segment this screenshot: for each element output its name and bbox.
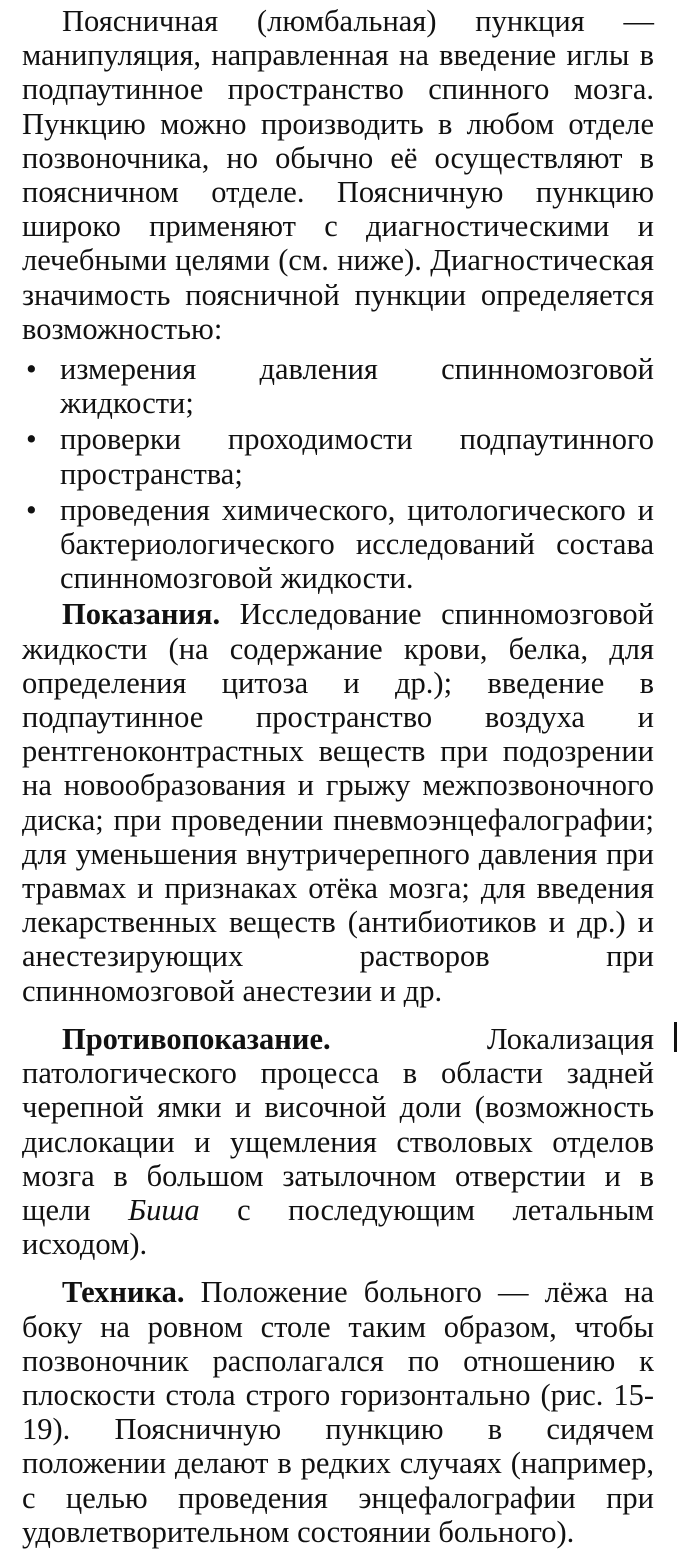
document-page [22,0,654,1549]
list-item-text: измерения давления спинномозговой жидкости; [60,352,654,421]
list-item-text: проверки проходимости подпаутинного пространства; [60,422,654,491]
indications-text: Исследование спинномозговой жидкости (на содержание крови, белка, для определения цитоза и др.); введение в подпаутинное пространство воздуха и рентгеноконтрастных веществ при подозрении на новообразования и грыжу межпозвоночного диска; при проведении пневмоэнцефалографии; для уменьшения внутричерепного давления при травмах и признаках отёка мозга; для введения лекарственных веществ (антибиотиков и др.) и анестезирующих растворов при спинномозговой анестезии и др. [22,597,654,1008]
bullet-list [22,352,654,595]
bullet-icon: • [26,422,37,457]
list-item-text: проведения химического, цитологического и бактериологического исследований состава спинномозговой жидкости. [60,492,654,596]
contraindication-heading: Противопоказание. [62,1021,331,1056]
list-item [22,422,654,490]
bullet-icon: • [26,492,37,527]
contraindication-italic: Биша [128,1192,200,1227]
technique-text: Положение больного — лёжа на боку на ровном столе таким образом, чтобы позвоночник располагался по отношению к плоскости стола строго горизонтально (рис. 15-19). Поясничную пункцию в сидячем положении делают в редких случаях (например, с целью проведения энцефалографии при удовлетворительном состоянии больного). [22,1275,655,1549]
technique-heading: Техника. [62,1275,185,1310]
list-item [22,352,654,420]
contraindication-text: Локализация патологического процесса в области задней черепной ямки и височной доли (возможность дислокации и ущемления стволовых отделов мозга в большом затылочном отверстии и в щели [22,1021,654,1227]
contraindication-text-end: с последующим летальным исходом). [22,1192,655,1262]
indications-heading: Показания. [62,597,221,632]
margin-mark [674,1022,677,1052]
list-item [22,493,654,596]
technique-paragraph [22,1275,654,1549]
contraindication-paragraph [22,1022,654,1261]
bullet-icon: • [26,352,37,387]
intro-paragraph: Поясничная (люмбальная) пункция — манипуляция, направленная на введение иглы в подпаутинное пространство спинного мозга. Пункцию можно производить в любом отделе позвоночника, но обычно её осуществляют в поясничном отделе. Поясничную пункцию широко применяют с диагностическими и лечебными целями (см. ниже). Диагностическая значимость поясничной пункции определяется возможностью: [22,4,654,346]
indications-paragraph [22,597,654,1007]
